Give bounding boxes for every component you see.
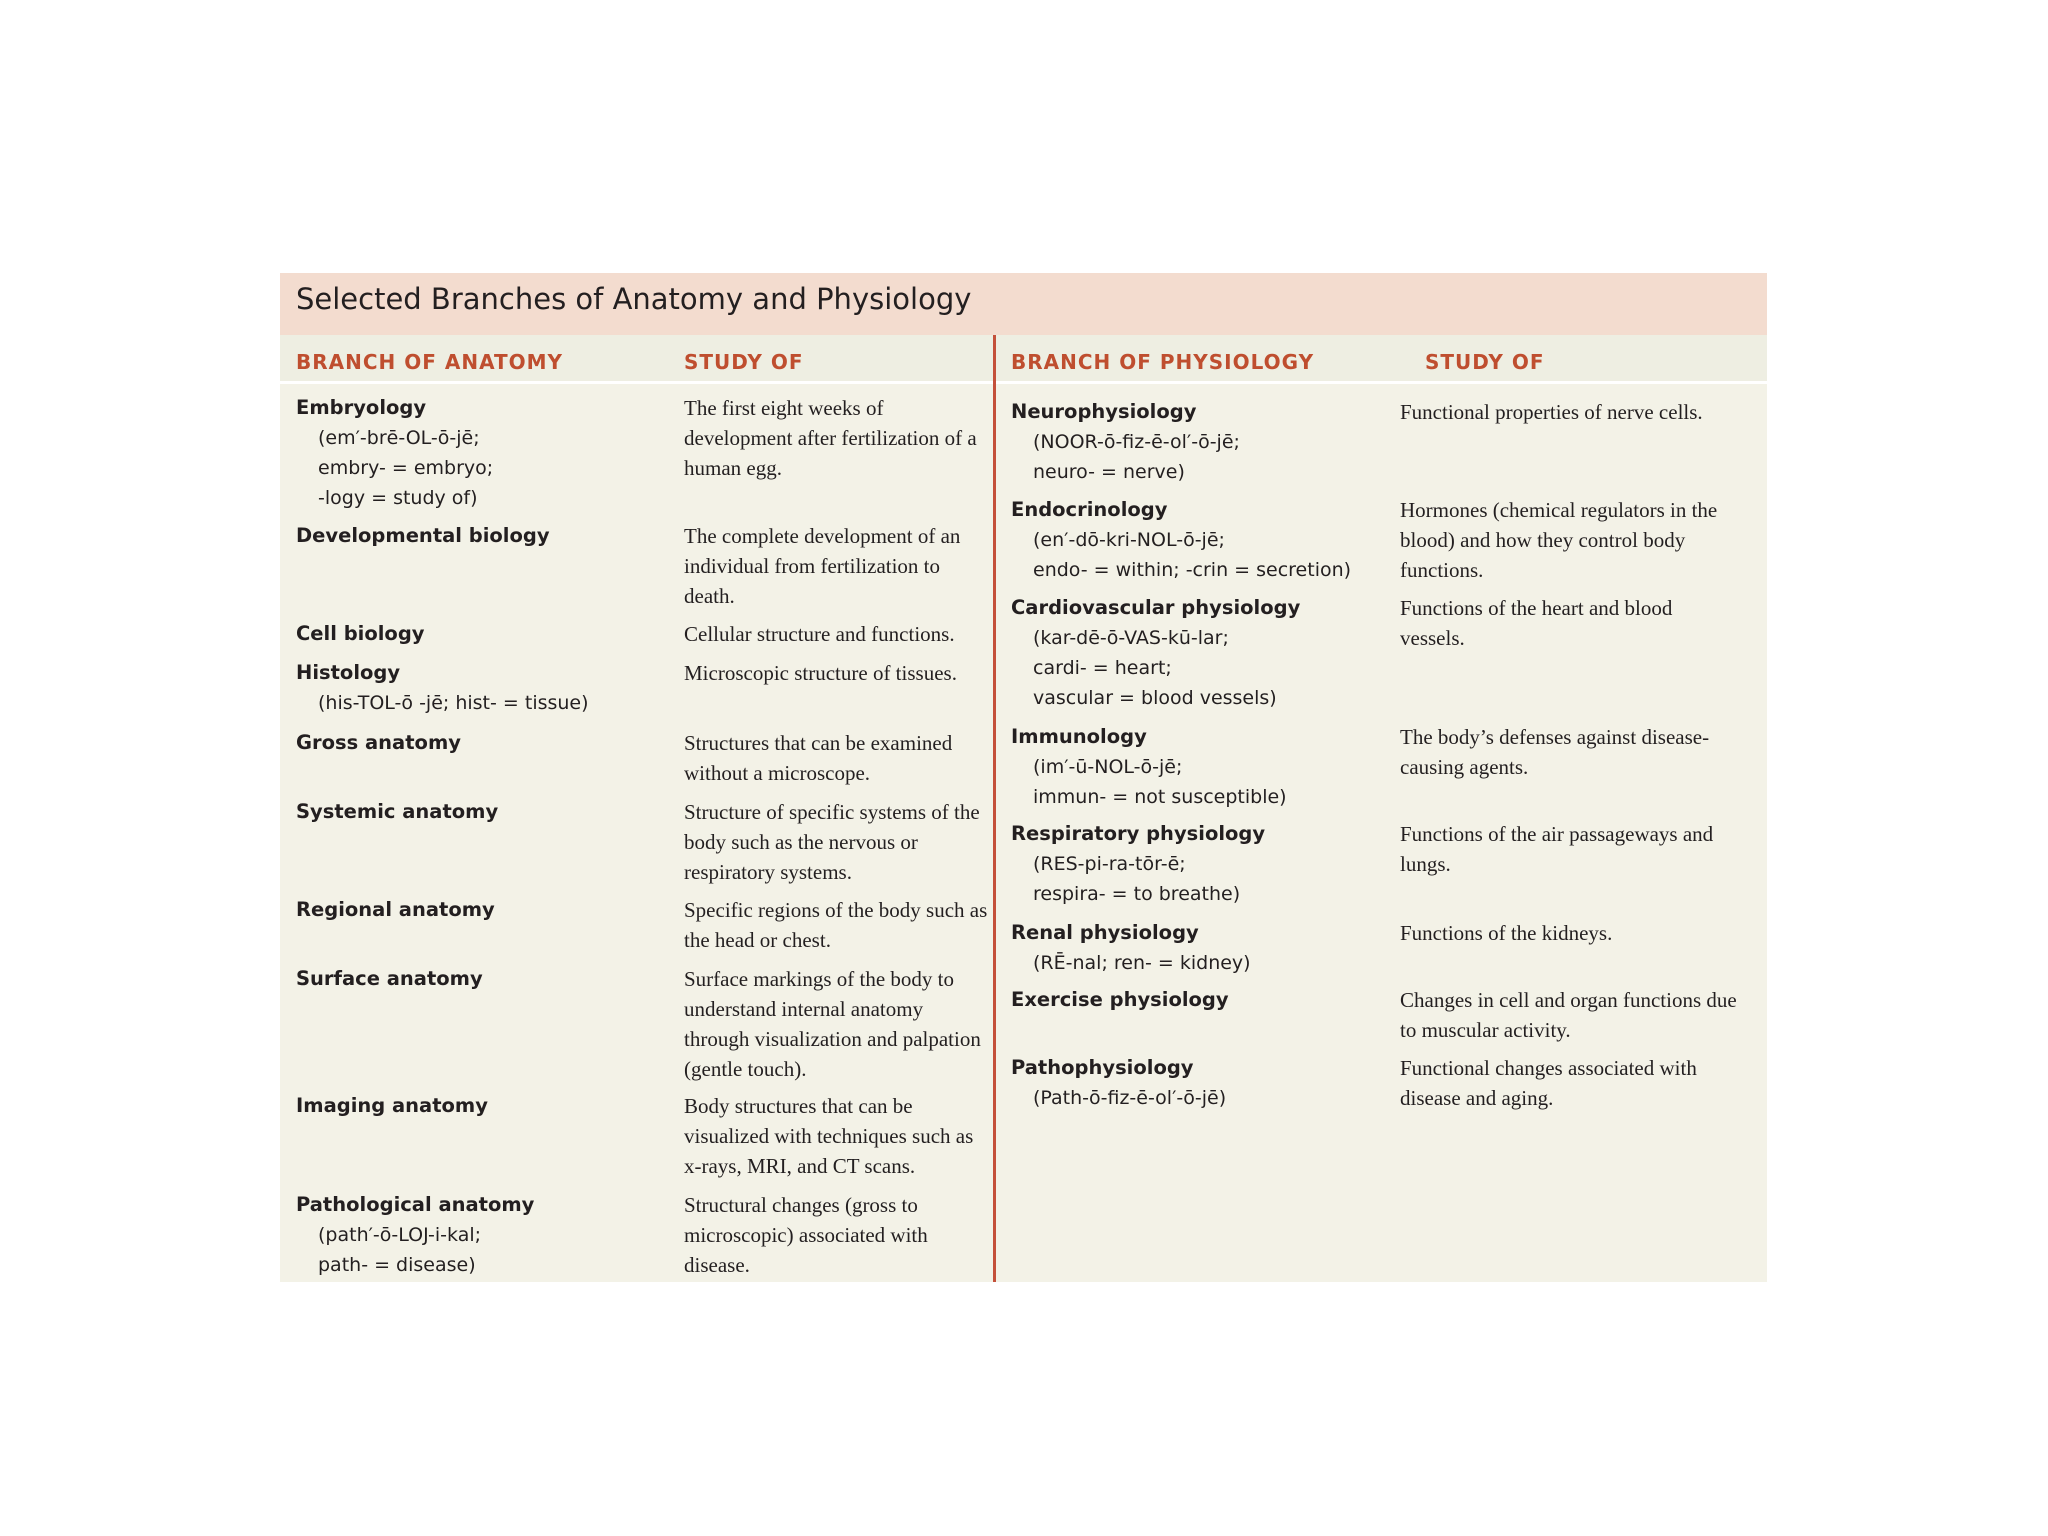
physiology-term-endocrinology — [1011, 495, 1411, 585]
physiology-term-renal — [1011, 918, 1411, 978]
term-name: Surface anatomy — [296, 967, 483, 990]
term-pronunciation: (Path-ō-fiz-ē-ol′-ō-jē) — [1033, 1087, 1227, 1109]
anatomy-term-histology — [296, 658, 666, 718]
branches-table — [280, 273, 1767, 1282]
anatomy-study-histology: Microscopic structure of tissues. — [684, 661, 957, 685]
anatomy-study-imaging-anatomy: Body structures that can be visualized with techniques such as x-rays, MRI, and CT scans. — [684, 1094, 974, 1178]
physiology-study-exercise: Changes in cell and organ functions due to muscular activity. — [1400, 988, 1737, 1042]
physiology-term-immunology — [1011, 722, 1411, 812]
physiology-term-exercise — [1011, 985, 1411, 1015]
anatomy-term-imaging-anatomy — [296, 1091, 666, 1121]
physiology-term-pathophysiology — [1011, 1053, 1411, 1113]
anatomy-term-regional-anatomy — [296, 895, 666, 925]
anatomy-term-developmental-biology — [296, 521, 666, 551]
physiology-study-respiratory: Functions of the air passageways and lungs. — [1400, 822, 1714, 876]
term-name: Developmental biology — [296, 524, 550, 547]
physiology-study-pathophysiology: Functional changes associated with disease and aging. — [1400, 1056, 1697, 1110]
term-name: Histology — [296, 661, 401, 684]
header-branch-of-physiology: BRANCH OF PHYSIOLOGY — [1011, 350, 1315, 374]
term-pronunciation: (RĒ-nal; ren- = kidney) — [1033, 952, 1251, 974]
term-name: Respiratory physiology — [1011, 822, 1266, 845]
anatomy-term-surface-anatomy — [296, 964, 666, 994]
term-pronunciation: (his-TOL-ō -jē; hist- = tissue) — [318, 692, 589, 714]
term-name: Pathological anatomy — [296, 1193, 535, 1216]
physiology-term-cardiovascular — [1011, 593, 1411, 713]
anatomy-term-gross-anatomy — [296, 728, 666, 758]
header-anatomy-study-of: STUDY OF — [684, 350, 804, 374]
anatomy-study-gross-anatomy: Structures that can be examined without a microscope. — [684, 731, 953, 785]
header-branch-of-anatomy: BRANCH OF ANATOMY — [296, 350, 564, 374]
physiology-study-renal: Functions of the kidneys. — [1400, 921, 1613, 945]
term-name: Regional anatomy — [296, 898, 495, 921]
term-name: Neurophysiology — [1011, 400, 1197, 423]
term-name: Cell biology — [296, 622, 425, 645]
term-pronunciation: (path′-ō-LOJ-i-kal; path- = disease) — [318, 1224, 482, 1276]
term-name: Embryology — [296, 396, 427, 419]
term-pronunciation: (em′-brē-OL-ō-jē; embry- = embryo; -logy = study of) — [318, 427, 494, 509]
anatomy-study-regional-anatomy: Specific regions of the body such as the head or chest. — [684, 898, 988, 952]
title-bar — [280, 273, 1767, 335]
anatomy-study-cell-biology: Cellular structure and functions. — [684, 622, 955, 646]
column-divider — [993, 335, 996, 1282]
physiology-term-neurophysiology — [1011, 397, 1411, 487]
anatomy-study-systemic-anatomy: Structure of specific systems of the body such as the nervous or respiratory systems. — [684, 800, 980, 884]
anatomy-study-embryology: The first eight weeks of development after fertilization of a human egg. — [684, 396, 977, 480]
term-pronunciation: (en′-dō-kri-NOL-ō-jē; endo- = within; -crin = secretion) — [1033, 529, 1352, 581]
term-name: Exercise physiology — [1011, 988, 1229, 1011]
term-name: Systemic anatomy — [296, 800, 499, 823]
term-name: Renal physiology — [1011, 921, 1199, 944]
physiology-study-cardiovascular: Functions of the heart and blood vessels. — [1400, 596, 1673, 650]
term-name: Gross anatomy — [296, 731, 461, 754]
term-pronunciation: (im′-ū-NOL-ō-jē; immun- = not susceptible) — [1033, 756, 1287, 808]
anatomy-term-systemic-anatomy — [296, 797, 666, 827]
term-name: Imaging anatomy — [296, 1094, 488, 1117]
anatomy-term-pathological-anatomy — [296, 1190, 666, 1280]
anatomy-study-pathological-anatomy: Structural changes (gross to microscopic) associated with disease. — [684, 1193, 928, 1277]
physiology-term-respiratory — [1011, 819, 1411, 909]
term-name: Endocrinology — [1011, 498, 1168, 521]
anatomy-term-cell-biology — [296, 619, 666, 649]
anatomy-term-embryology — [296, 393, 666, 513]
header-physiology-study-of: STUDY OF — [1425, 350, 1545, 374]
term-name: Immunology — [1011, 725, 1147, 748]
term-pronunciation: (kar-dē-ō-VAS-kū-lar; cardi- = heart; vascular = blood vessels) — [1033, 627, 1277, 709]
physiology-study-endocrinology: Hormones (chemical regulators in the blood) and how they control body functions. — [1400, 498, 1718, 582]
term-pronunciation: (RES-pi-ra-tōr-ē; respira- = to breathe) — [1033, 853, 1241, 905]
physiology-study-immunology: The body’s defenses against disease-causing agents. — [1400, 725, 1710, 779]
physiology-study-neurophysiology: Functional properties of nerve cells. — [1400, 400, 1703, 424]
term-name: Pathophysiology — [1011, 1056, 1194, 1079]
anatomy-study-surface-anatomy: Surface markings of the body to understand internal anatomy through visualization and palpation (gentle touch). — [684, 967, 981, 1081]
anatomy-study-developmental-biology: The complete development of an individual from fertilization to death. — [684, 524, 961, 608]
term-pronunciation: (NOOR-ō-fiz-ē-ol′-ō-jē; neuro- = nerve) — [1033, 431, 1240, 483]
term-name: Cardiovascular physiology — [1011, 596, 1301, 619]
table-title: Selected Branches of Anatomy and Physiology — [296, 282, 972, 316]
